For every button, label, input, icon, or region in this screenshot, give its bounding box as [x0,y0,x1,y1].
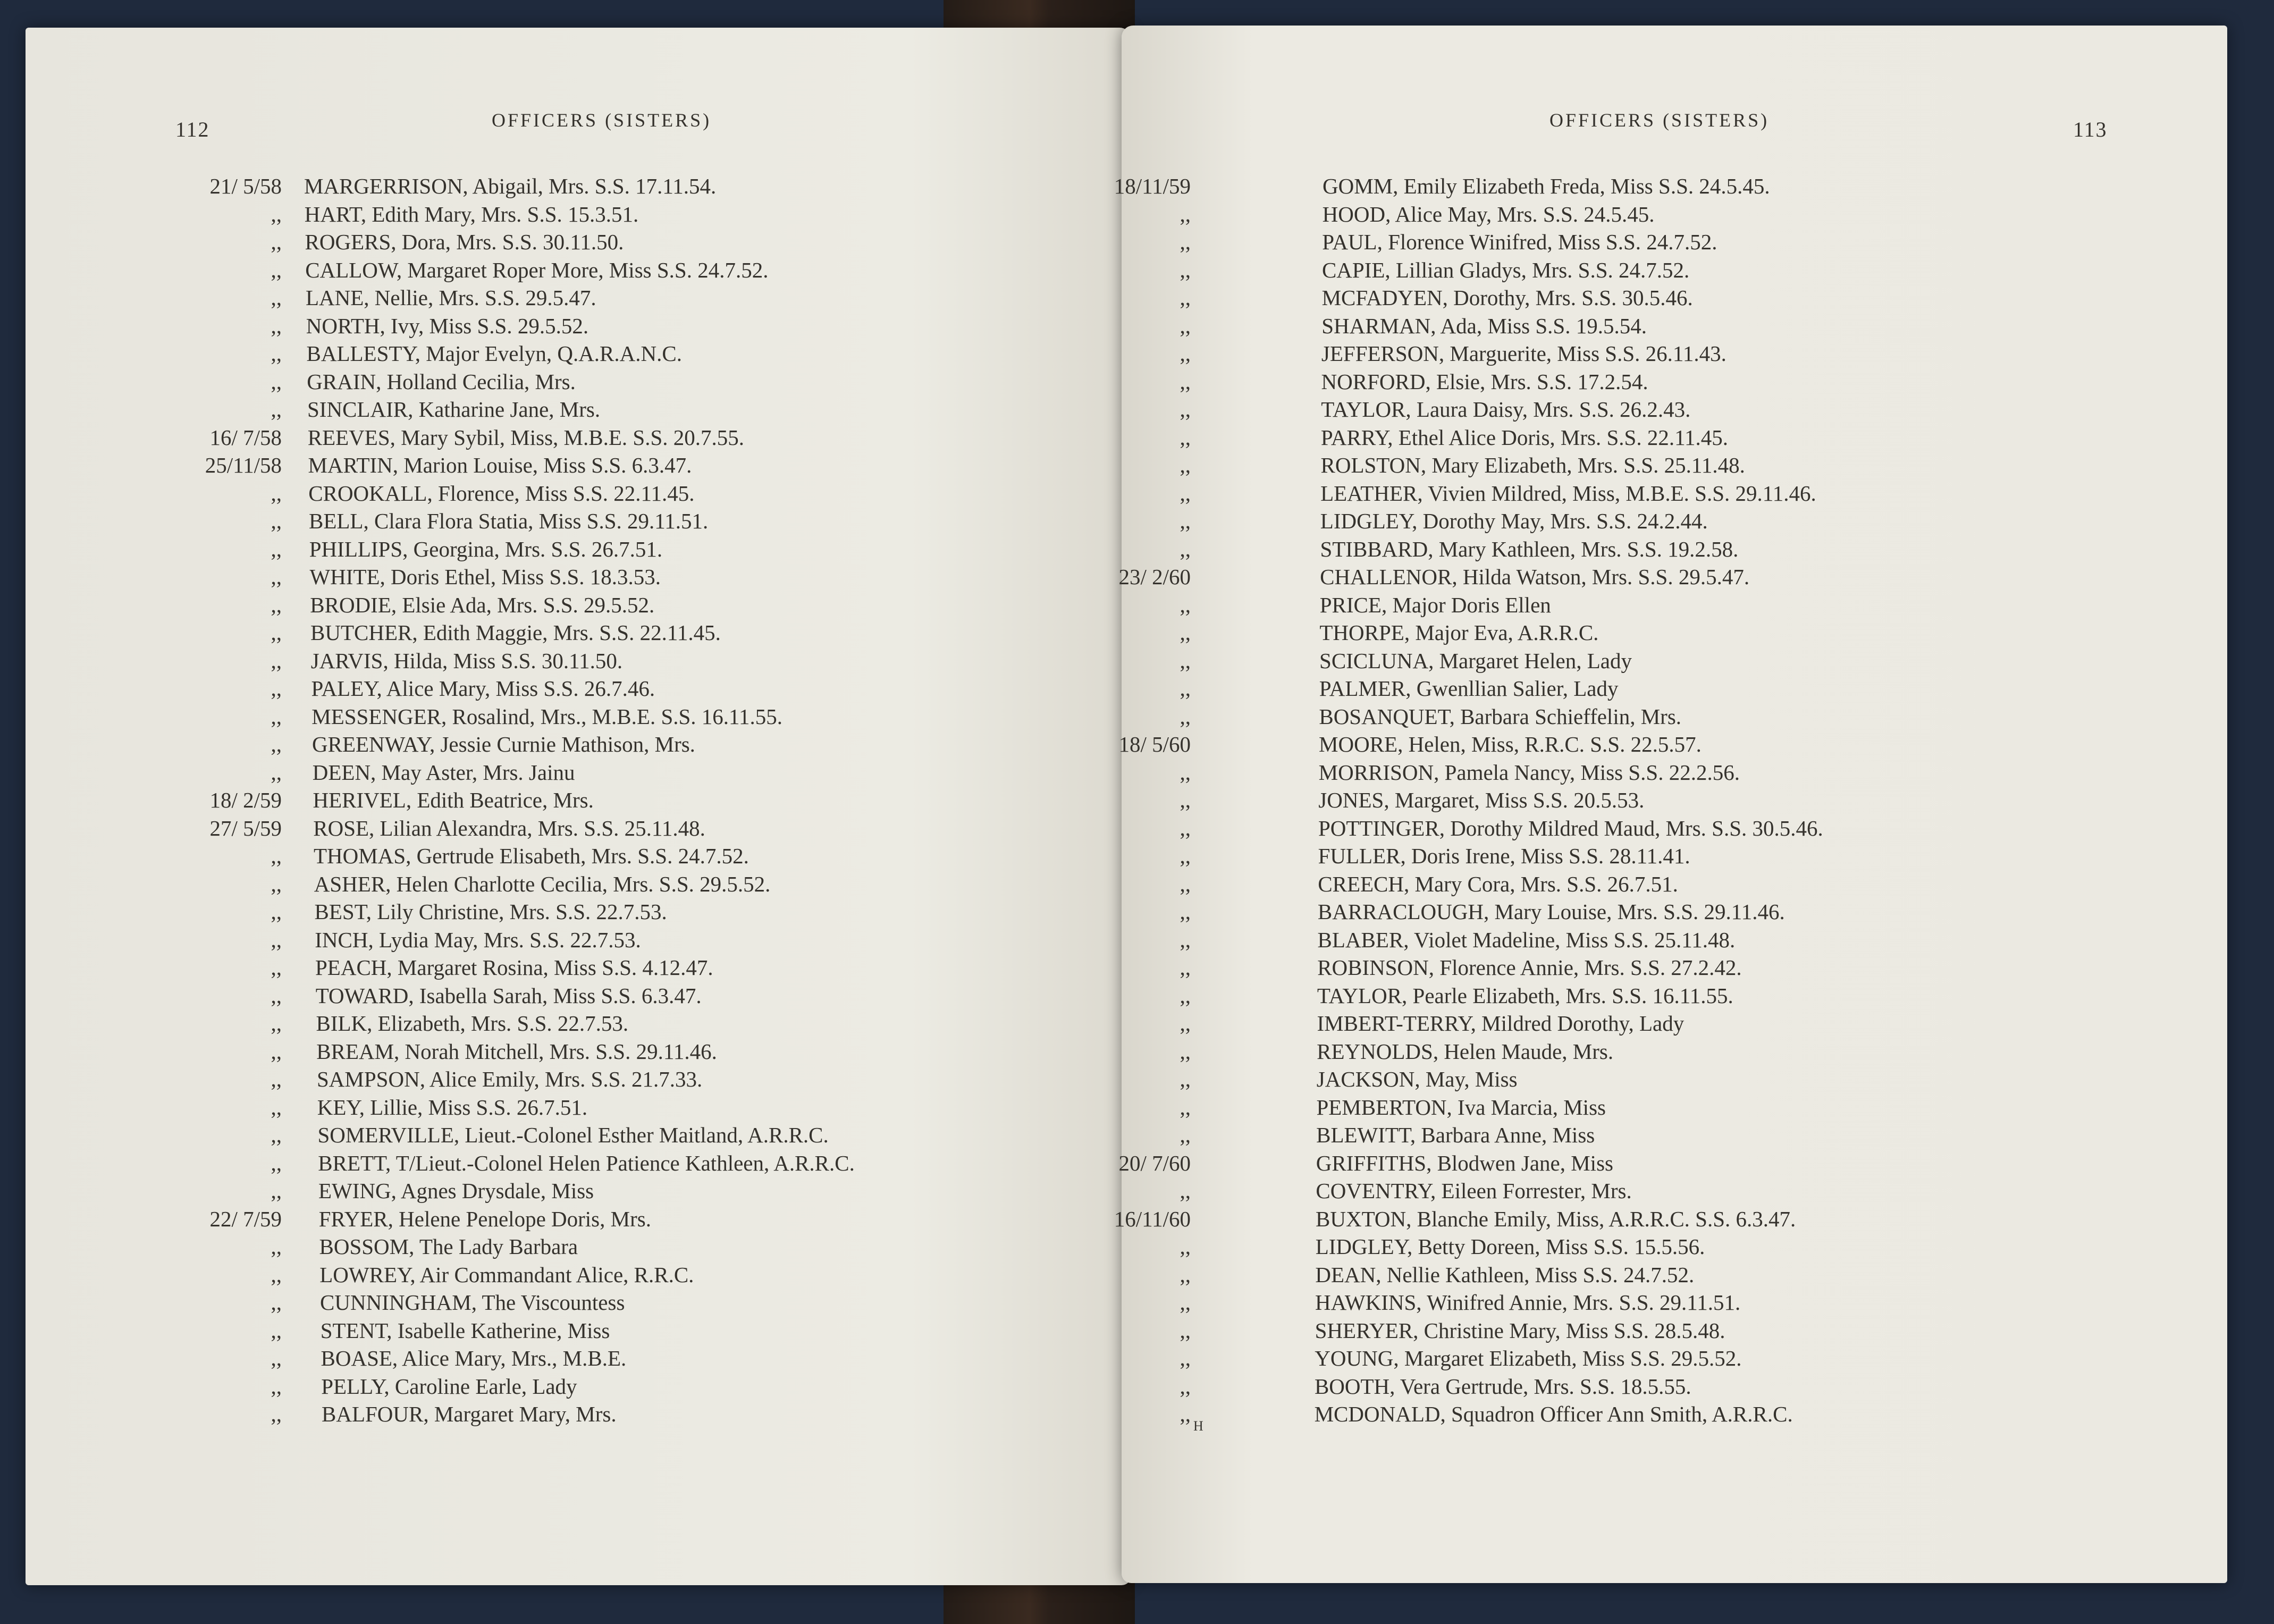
list-item [1063,1262,1999,1290]
entry-text: NORTH, Ivy, Miss S.S. 29.5.52. [306,313,589,338]
entry-text: MOORE, Helen, Miss, R.R.C. S.S. 22.5.57. [1319,732,1702,756]
list-item [154,648,951,676]
list-item [1063,285,1999,313]
entry-date: ,, [271,1067,282,1091]
list-item [154,676,951,704]
entry-date: ,, [1180,201,1191,226]
entry-text: BLEWITT, Barbara Anne, Miss [1316,1123,1595,1147]
entry-text: REYNOLDS, Helen Maude, Mrs. [1317,1039,1614,1064]
list-item [1063,1011,1999,1039]
entry-date: ,, [1180,1346,1191,1370]
list-item [1063,1178,1999,1206]
list-item [154,397,951,425]
entry-text: WHITE, Doris Ethel, Miss S.S. 18.3.53. [309,565,661,589]
entry-date: ,, [1180,397,1191,422]
entry-text: PALMER, Gwenllian Salier, Lady [1319,676,1619,701]
list-item [1063,899,1999,927]
entry-text: SHERYER, Christine Mary, Miss S.S. 28.5.48. [1315,1318,1725,1343]
entry-date: ,, [1180,509,1191,533]
entry-date: ,, [271,704,282,729]
list-item [154,1150,951,1179]
entry-date: ,, [271,1318,282,1343]
list-item [154,536,951,565]
entry-date: 18/ 5/60 [1118,732,1191,756]
list-item [1063,620,1999,648]
list-item [1063,592,1999,620]
entry-date: ,, [1180,871,1191,896]
list-item [154,1345,951,1374]
list-item [1063,1318,1999,1346]
entry-date: ,, [271,760,282,785]
entry-date: ,, [1180,369,1191,394]
entry-text: LIDGLEY, Dorothy May, Mrs. S.S. 24.2.44. [1320,509,1708,533]
entry-text: PRICE, Major Doris Ellen [1319,592,1551,617]
list-item [154,285,951,313]
entry-text: STIBBARD, Mary Kathleen, Mrs. S.S. 19.2.58. [1320,536,1739,561]
entry-text: CROOKALL, Florence, Miss S.S. 22.11.45. [308,481,695,506]
entry-text: GRAIN, Holland Cecilia, Mrs. [307,369,576,394]
entry-text: SOMERVILLE, Lieut.-Colonel Esther Maitland, A.R.R.C. [317,1123,829,1147]
entry-text: GREENWAY, Jessie Curnie Mathison, Mrs. [312,732,695,756]
entry-date: ,, [1180,257,1191,282]
entry-text: BALLESTY, Major Evelyn, Q.A.R.A.N.C. [306,341,682,366]
entry-date: ,, [1180,788,1191,812]
entry-date: ,, [1180,676,1191,701]
entry-text: PARRY, Ethel Alice Doris, Mrs. S.S. 22.11.45. [1320,425,1729,450]
entry-text: DEEN, May Aster, Mrs. Jainu [312,760,575,785]
list-item [1063,1095,1999,1123]
entry-date: ,, [1180,844,1191,868]
list-item [154,843,951,871]
list-item [154,815,951,844]
entry-text: BELL, Clara Flora Statia, Miss S.S. 29.11.51. [309,509,709,533]
entry-date: ,, [1180,704,1191,729]
entry-text: IMBERT-TERRY, Mildred Dorothy, Lady [1317,1011,1685,1036]
list-item [1063,508,1999,536]
entry-date: ,, [271,1011,282,1036]
entry-date: ,, [271,257,282,282]
list-item [1063,1150,1999,1179]
entry-date: ,, [271,620,282,645]
entry-text: HAWKINS, Winifred Annie, Mrs. S.S. 29.11.51. [1315,1290,1741,1315]
entry-date: ,, [1180,955,1191,980]
list-item [154,955,951,983]
entry-date: ,, [1180,1067,1191,1091]
entry-text: TAYLOR, Laura Daisy, Mrs. S.S. 26.2.43. [1321,397,1691,422]
entry-date: 16/11/60 [1114,1206,1191,1231]
list-item [154,229,951,257]
entry-date: ,, [1180,1123,1191,1147]
entry-text: GOMM, Emily Elizabeth Freda, Miss S.S. 24.5.45. [1323,174,1770,198]
entry-text: CREECH, Mary Cora, Mrs. S.S. 26.7.51. [1318,871,1678,896]
entry-text: MARTIN, Marion Louise, Miss S.S. 6.3.47. [308,453,692,477]
list-item [1063,1122,1999,1150]
entry-text: PELLY, Caroline Earle, Lady [321,1374,577,1399]
list-item [154,1290,951,1318]
list-item [1063,704,1999,732]
entry-text: BUXTON, Blanche Emily, Miss, A.R.R.C. S.S. 6.3.47. [1316,1206,1796,1231]
entry-text: STENT, Isabelle Katherine, Miss [320,1318,610,1343]
entry-date: ,, [271,648,282,673]
entry-date: ,, [271,1402,282,1426]
entry-date: ,, [271,509,282,533]
entry-date: ,, [271,1179,282,1203]
left-page-number: 112 [175,117,210,141]
entry-date: ,, [271,1095,282,1120]
entry-text: THORPE, Major Eva, A.R.R.C. [1319,620,1599,645]
entry-text: BUTCHER, Edith Maggie, Mrs. S.S. 22.11.45. [310,620,721,645]
list-item [154,341,951,369]
entry-date: ,, [1180,285,1191,310]
list-item [1063,369,1999,397]
entry-date: ,, [271,1374,282,1399]
entry-text: JARVIS, Hilda, Miss S.S. 30.11.50. [310,648,623,673]
list-item [154,201,951,230]
entry-text: JACKSON, May, Miss [1316,1067,1518,1091]
entry-date: ,, [271,676,282,701]
entry-text: FRYER, Helene Penelope Doris, Mrs. [318,1206,651,1231]
entry-text: TOWARD, Isabella Sarah, Miss S.S. 6.3.47. [315,983,702,1008]
entry-date: ,, [271,1262,282,1287]
list-item [1063,731,1999,760]
entry-text: SHARMAN, Ada, Miss S.S. 19.5.54. [1321,313,1647,338]
entry-date: ,, [271,1290,282,1315]
entry-date: 18/ 2/59 [209,788,282,812]
entry-date: ,, [1180,1039,1191,1064]
list-item [1063,871,1999,899]
list-item [1063,257,1999,285]
entry-text: MARGERRISON, Abigail, Mrs. S.S. 17.11.54. [304,174,717,198]
list-item [154,1206,951,1234]
list-item [154,1234,951,1262]
entry-text: SAMPSON, Alice Emily, Mrs. S.S. 21.7.33. [317,1067,703,1091]
entry-text: PEACH, Margaret Rosina, Miss S.S. 4.12.47. [315,955,713,980]
entry-date: ,, [1180,1262,1191,1287]
entry-text: BOSSOM, The Lady Barbara [319,1234,578,1259]
entry-date: ,, [1180,453,1191,477]
list-item [1063,1374,1999,1402]
entry-text: BRETT, T/Lieut.-Colonel Helen Patience Kathleen, A.R.R.C. [318,1150,855,1175]
entry-text: KEY, Lillie, Miss S.S. 26.7.51. [317,1095,588,1120]
entry-text: ASHER, Helen Charlotte Cecilia, Mrs. S.S. 29.5.52. [314,871,771,896]
entry-text: EWING, Agnes Drysdale, Miss [318,1179,594,1203]
entry-date: ,, [271,481,282,506]
entry-text: CAPIE, Lillian Gladys, Mrs. S.S. 24.7.52. [1321,257,1690,282]
entry-date: ,, [271,927,282,952]
entry-date: ,, [271,201,282,226]
list-item [1063,787,1999,815]
entry-date: 22/ 7/59 [209,1206,282,1231]
entry-date: ,, [1180,1290,1191,1315]
right-running-head: OFFICERS (SISTERS) [1549,110,1770,131]
entry-date: 23/ 2/60 [1118,565,1191,589]
entry-text: JONES, Margaret, Miss S.S. 20.5.53. [1318,788,1645,812]
entry-date: ,, [1180,1011,1191,1036]
entry-text: CHALLENOR, Hilda Watson, Mrs. S.S. 29.5.47. [1320,565,1750,589]
list-item [1063,1234,1999,1262]
entry-text: BOASE, Alice Mary, Mrs., M.B.E. [321,1346,627,1370]
list-item [154,1401,951,1429]
entry-date: ,, [1180,592,1191,617]
right-page-number: 113 [2073,117,2108,141]
entry-text: LANE, Nellie, Mrs. S.S. 29.5.47. [306,285,596,310]
entry-date: ,, [1180,481,1191,506]
list-item [154,1178,951,1206]
list-item [154,564,951,592]
list-item [154,508,951,536]
list-item [154,704,951,732]
entry-text: NORFORD, Elsie, Mrs. S.S. 17.2.54. [1321,369,1648,394]
entry-date: ,, [271,1346,282,1370]
entry-text: REEVES, Mary Sybil, Miss, M.B.E. S.S. 20.7.55. [307,425,744,450]
entry-text: CUNNINGHAM, The Viscountess [320,1290,625,1315]
entry-text: FULLER, Doris Irene, Miss S.S. 28.11.41. [1318,844,1690,868]
list-item [154,257,951,285]
entry-date: 18/11/59 [1114,174,1191,198]
entry-text: MCDONALD, Squadron Officer Ann Smith, A.R.R.C. [1314,1402,1793,1426]
entry-date: 21/ 5/58 [209,174,282,198]
entry-date: ,, [1180,927,1191,952]
list-item [1063,425,1999,453]
entry-date: ,, [1180,1402,1191,1426]
list-item [154,1066,951,1095]
list-item [154,369,951,397]
entry-date: ,, [1180,760,1191,785]
entry-date: ,, [1180,313,1191,338]
entry-text: DEAN, Nellie Kathleen, Miss S.S. 24.7.52. [1315,1262,1695,1287]
entry-text: BARRACLOUGH, Mary Louise, Mrs. S.S. 29.11.46. [1317,899,1785,924]
entry-text: YOUNG, Margaret Elizabeth, Miss S.S. 29.5.52. [1315,1346,1742,1370]
list-item [1063,397,1999,425]
entry-text: ROBINSON, Florence Annie, Mrs. S.S. 27.2.42. [1317,955,1742,980]
entry-text: COVENTRY, Eileen Forrester, Mrs. [1316,1179,1632,1203]
entry-date: ,, [1180,1179,1191,1203]
entry-text: MCFADYEN, Dorothy, Mrs. S.S. 30.5.46. [1321,285,1693,310]
list-item [1063,1290,1999,1318]
entry-text: ROGERS, Dora, Mrs. S.S. 30.11.50. [305,230,624,254]
left-running-head: OFFICERS (SISTERS) [492,110,712,131]
entry-date: ,, [271,899,282,924]
entry-date: ,, [1180,1318,1191,1343]
list-item [154,173,951,201]
entry-text: MESSENGER, Rosalind, Mrs., M.B.E. S.S. 16.11.55. [311,704,783,729]
list-item [154,1374,951,1402]
entry-date: ,, [271,592,282,617]
list-item [154,481,951,509]
entry-date: ,, [271,1123,282,1147]
entry-text: LEATHER, Vivien Mildred, Miss, M.B.E. S.S. 29.11.46. [1320,481,1816,506]
list-item [154,452,951,481]
entry-text: ROLSTON, Mary Elizabeth, Mrs. S.S. 25.11.48. [1320,453,1745,477]
list-item [1063,173,1999,201]
entry-text: TAYLOR, Pearle Elizabeth, Mrs. S.S. 16.11.55. [1317,983,1733,1008]
list-item [1063,229,1999,257]
entry-text: PEMBERTON, Iva Marcia, Miss [1316,1095,1606,1120]
entry-text: HART, Edith Mary, Mrs. S.S. 15.3.51. [304,201,639,226]
list-item [1063,341,1999,369]
list-item [1063,452,1999,481]
entry-text: BALFOUR, Margaret Mary, Mrs. [322,1402,617,1426]
entry-date: ,, [271,341,282,366]
entry-date: ,, [271,871,282,896]
entry-text: SCICLUNA, Margaret Helen, Lady [1319,648,1632,673]
entry-date: ,, [271,285,282,310]
list-item [1063,1206,1999,1234]
list-item [154,983,951,1011]
list-item [154,927,951,955]
list-item [154,620,951,648]
entry-date: ,, [1180,815,1191,840]
list-item [154,899,951,927]
entry-text: HERIVEL, Edith Beatrice, Mrs. [313,788,594,812]
entry-date: 27/ 5/59 [209,815,282,840]
entry-date: ,, [1180,1234,1191,1259]
signature-mark: H [1193,1418,1203,1434]
entry-date: ,, [1180,341,1191,366]
entry-date: ,, [1180,648,1191,673]
list-item [1063,1345,1999,1374]
entry-date: ,, [1180,425,1191,450]
entry-text: INCH, Lydia May, Mrs. S.S. 22.7.53. [315,927,641,952]
entry-text: GRIFFITHS, Blodwen Jane, Miss [1316,1150,1613,1175]
list-item [154,1318,951,1346]
list-item [154,1122,951,1150]
entry-text: BREAM, Norah Mitchell, Mrs. S.S. 29.11.46. [316,1039,717,1064]
entry-text: JEFFERSON, Marguerite, Miss S.S. 26.11.43. [1321,341,1726,366]
entry-date: ,, [1180,983,1191,1008]
entry-date: ,, [271,844,282,868]
entry-date: ,, [271,565,282,589]
list-item [1063,927,1999,955]
list-item [1063,1066,1999,1095]
list-item [154,871,951,899]
list-item [1063,676,1999,704]
entry-text: SINCLAIR, Katharine Jane, Mrs. [307,397,601,422]
entry-date: ,, [271,313,282,338]
entry-date: ,, [271,732,282,756]
list-item [154,1039,951,1067]
entry-date: ,, [1180,1095,1191,1120]
list-item [154,313,951,341]
entry-text: BLABER, Violet Madeline, Miss S.S. 25.11.48. [1317,927,1736,952]
entry-date: ,, [271,536,282,561]
entry-date: ,, [271,955,282,980]
entry-date: ,, [271,983,282,1008]
list-item [154,425,951,453]
entry-date: ,, [1180,1374,1191,1399]
entry-date: ,, [271,1234,282,1259]
entry-text: POTTINGER, Dorothy Mildred Maud, Mrs. S.S. 30.5.46. [1318,815,1823,840]
list-item [154,787,951,815]
list-item [1063,536,1999,565]
entry-date: ,, [271,397,282,422]
entry-date: ,, [271,1150,282,1175]
entry-text: BOSANQUET, Barbara Schieffelin, Mrs. [1319,704,1682,729]
entry-text: PAUL, Florence Winifred, Miss S.S. 24.7.52. [1322,230,1717,254]
entry-date: ,, [271,369,282,394]
list-item [1063,760,1999,788]
list-item [1063,955,1999,983]
list-item [154,760,951,788]
entry-date: ,, [1180,230,1191,254]
entry-text: MORRISON, Pamela Nancy, Miss S.S. 22.2.56. [1318,760,1740,785]
entry-text: PHILLIPS, Georgina, Mrs. S.S. 26.7.51. [309,536,663,561]
entry-text: LOWREY, Air Commandant Alice, R.R.C. [319,1262,694,1287]
entry-text: LIDGLEY, Betty Doreen, Miss S.S. 15.5.56. [1315,1234,1705,1259]
entry-date: ,, [1180,620,1191,645]
list-item [154,592,951,620]
list-item [1063,1039,1999,1067]
entry-text: BOOTH, Vera Gertrude, Mrs. S.S. 18.5.55. [1314,1374,1691,1399]
list-item [154,1262,951,1290]
entry-date: ,, [1180,536,1191,561]
list-item [1063,1401,1999,1429]
list-item [154,1095,951,1123]
list-item [1063,983,1999,1011]
entry-date: 25/11/58 [205,453,282,477]
list-item [1063,648,1999,676]
entry-text: ROSE, Lilian Alexandra, Mrs. S.S. 25.11.48. [313,815,705,840]
entry-text: PALEY, Alice Mary, Miss S.S. 26.7.46. [311,676,655,701]
list-item [1063,481,1999,509]
list-item [154,731,951,760]
entry-text: BEST, Lily Christine, Mrs. S.S. 22.7.53. [314,899,667,924]
list-item [1063,201,1999,230]
entry-text: BRODIE, Elsie Ada, Mrs. S.S. 29.5.52. [310,592,655,617]
entry-text: THOMAS, Gertrude Elisabeth, Mrs. S.S. 24.7.52. [314,844,749,868]
entry-text: CALLOW, Margaret Roper More, Miss S.S. 24.7.52. [305,257,769,282]
list-item [1063,564,1999,592]
left-entry-list [154,173,951,1429]
entry-date: ,, [1180,899,1191,924]
entry-text: BILK, Elizabeth, Mrs. S.S. 22.7.53. [316,1011,629,1036]
entry-date: 16/ 7/58 [209,425,282,450]
entry-date: ,, [271,230,282,254]
list-item [154,1011,951,1039]
list-item [1063,815,1999,844]
entry-date: 20/ 7/60 [1118,1150,1191,1175]
list-item [1063,843,1999,871]
entry-text: HOOD, Alice May, Mrs. S.S. 24.5.45. [1322,201,1655,226]
entry-date: ,, [271,1039,282,1064]
list-item [1063,313,1999,341]
right-entry-list [1063,173,1999,1429]
